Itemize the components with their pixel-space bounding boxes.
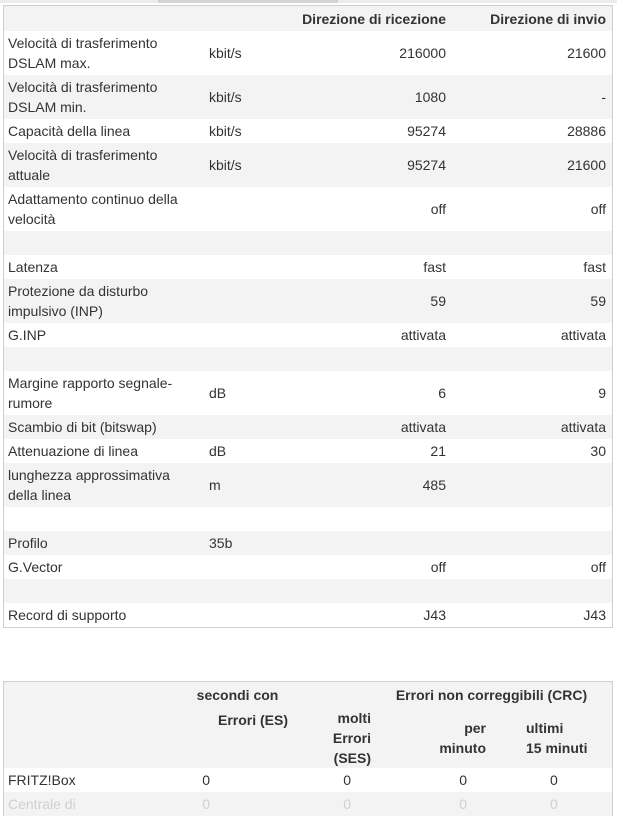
- row-label: FRITZ!Box: [8, 772, 76, 788]
- row-snr: [4, 371, 612, 415]
- tx-value: -: [601, 89, 606, 105]
- col-ses-header: molti Errori (SES): [332, 710, 371, 766]
- unit: m: [209, 477, 221, 493]
- header-unit: [207, 6, 292, 31]
- rx-value: 6: [438, 385, 446, 401]
- group-seconds-header: secondi con: [196, 687, 279, 703]
- label: Attenuazione di linea: [8, 443, 138, 459]
- rx-value: fast: [423, 259, 446, 275]
- table-row: [4, 768, 612, 792]
- unit: kbit/s: [209, 89, 242, 105]
- row-profile: [4, 531, 612, 555]
- tx-value: 30: [590, 443, 606, 459]
- label: G.Vector: [8, 559, 63, 575]
- label: Record di supporto: [8, 607, 127, 623]
- row-ginp: [4, 323, 612, 347]
- row-spacer: [4, 507, 612, 531]
- tx-value: off: [590, 559, 606, 575]
- unit: 35b: [209, 535, 233, 551]
- unit: [207, 323, 292, 347]
- row-label: Centrale di: [8, 796, 76, 812]
- rx-value: off: [430, 559, 446, 575]
- tx-value: attivata: [560, 419, 606, 435]
- row-capacity: [4, 119, 612, 143]
- label: Velocità di trasferimento attuale: [8, 147, 158, 183]
- row-current-rate: [4, 143, 612, 187]
- header-tx: Direzione di invio: [490, 10, 606, 27]
- error-statistics-table: [4, 682, 612, 816]
- rx-value: attivata: [400, 419, 446, 435]
- rx-value: 1080: [414, 89, 446, 105]
- unit: [207, 187, 292, 231]
- row-spacer: [4, 579, 612, 603]
- group-header-row: [4, 682, 612, 708]
- per-minute-value: 0: [459, 772, 467, 788]
- group-crc-header: Errori non correggibili (CRC): [395, 687, 588, 703]
- tx-value: J43: [583, 607, 606, 623]
- row-support: [4, 603, 612, 627]
- ses-value: 0: [343, 796, 351, 812]
- label: lunghezza approssimativa della linea: [8, 467, 170, 503]
- row-max-rate: [4, 31, 612, 75]
- ses-value: 0: [343, 772, 351, 788]
- row-min-rate: [4, 75, 612, 119]
- row-spacer: [4, 347, 612, 371]
- unit: [207, 255, 292, 279]
- rx-value: 95274: [407, 157, 446, 173]
- label: Adattamento continuo della velocità: [8, 191, 178, 227]
- label: Velocità di trasferimento DSLAM max.: [8, 35, 158, 71]
- label: Capacità della linea: [8, 123, 131, 139]
- header-rx: Direzione di ricezione: [302, 10, 446, 27]
- label: Margine rapporto segnale-rumore: [8, 375, 173, 411]
- tx-value: [452, 531, 612, 555]
- rx-value: 95274: [407, 123, 446, 139]
- top-border: [0, 0, 617, 3]
- rx-value: J43: [423, 607, 446, 623]
- label: Profilo: [8, 535, 48, 551]
- row-inp: [4, 279, 612, 323]
- tx-value: 21600: [567, 45, 606, 61]
- tx-value: off: [590, 201, 606, 217]
- rx-value: 59: [430, 293, 446, 309]
- col-per-minute-header: per minuto: [439, 720, 486, 756]
- rx-value: attivata: [400, 327, 446, 343]
- es-value: 0: [202, 772, 210, 788]
- row-attenuation: [4, 439, 612, 463]
- label: Velocità di trasferimento DSLAM min.: [8, 79, 158, 115]
- per-minute-value: 0: [459, 796, 467, 812]
- label: Protezione da disturbo impulsivo (INP): [8, 283, 149, 319]
- unit: kbit/s: [209, 45, 242, 61]
- es-value: 0: [202, 796, 210, 812]
- tx-value: 21600: [567, 157, 606, 173]
- label: Scambio di bit (bitswap): [8, 419, 157, 435]
- tx-value: 59: [590, 293, 606, 309]
- row-spacer: [4, 231, 612, 255]
- unit: [207, 603, 292, 627]
- tx-value: [452, 463, 612, 507]
- row-latency: [4, 255, 612, 279]
- header-label: [4, 6, 207, 31]
- row-length: [4, 463, 612, 507]
- unit: [207, 415, 292, 439]
- table-row: [4, 792, 612, 816]
- last-15-minutes-value: 0: [550, 796, 558, 812]
- dsl-line-table: [4, 6, 612, 627]
- unit: dB: [209, 443, 227, 459]
- tx-value: fast: [583, 259, 606, 275]
- column-header-row: [4, 708, 612, 768]
- col-15-minutes-header: ultimi 15 minuti: [526, 720, 588, 756]
- rx-value: 21: [430, 443, 446, 459]
- label: Latenza: [8, 259, 58, 275]
- tx-value: 28886: [567, 123, 606, 139]
- col-es-header: Errori (ES): [217, 712, 288, 728]
- unit: kbit/s: [209, 123, 242, 139]
- row-gvector: [4, 555, 612, 579]
- rx-value: 216000: [399, 45, 446, 61]
- rx-value: 485: [422, 477, 446, 493]
- rx-value: off: [430, 201, 446, 217]
- row-bitswap: [4, 415, 612, 439]
- tx-value: attivata: [560, 327, 606, 343]
- unit: kbit/s: [209, 157, 242, 173]
- tx-value: 9: [598, 385, 606, 401]
- label: G.INP: [8, 327, 47, 343]
- header-row: [4, 6, 612, 31]
- row-seamless-rate: [4, 187, 612, 231]
- unit: dB: [209, 385, 227, 401]
- unit: [207, 555, 292, 579]
- unit: [207, 279, 292, 323]
- rx-value: [292, 531, 452, 555]
- last-15-minutes-value: 0: [550, 772, 558, 788]
- tab-edge: [158, 0, 338, 3]
